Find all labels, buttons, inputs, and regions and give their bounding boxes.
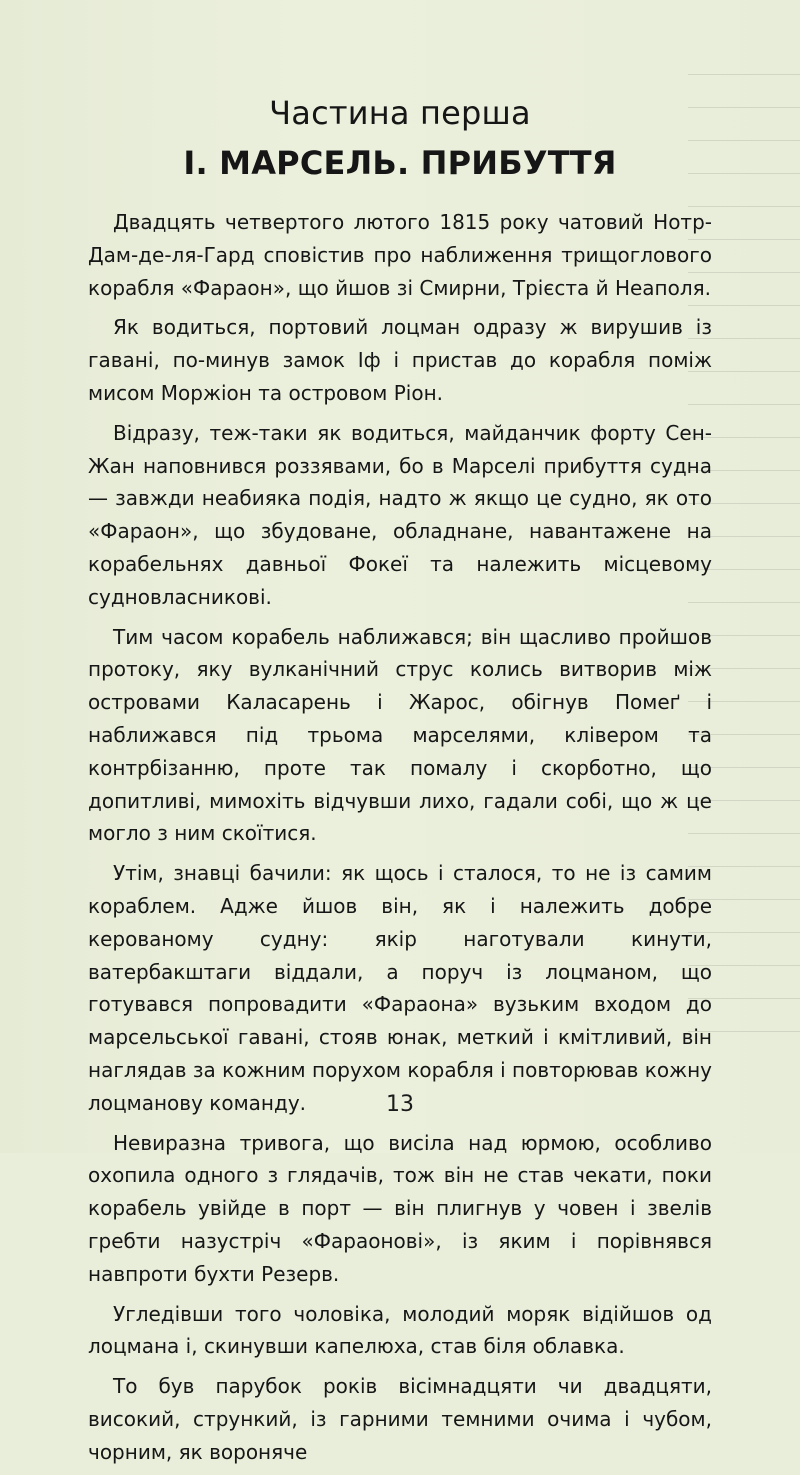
paragraph: Двадцять четвертого лютого 1815 року чатовий Нотр-Дам-де-ля-Гард сповістив про наближення трищоглового корабля «Фараон», що йшов зі Смирни, Трієста й Неаполя. [88, 210, 712, 300]
part-title: Частина перша [269, 94, 531, 132]
paragraph: Як водиться, портовий лоцман одразу ж вирушив із гавані, по-минув замок Іф і пристав до корабля поміж мисом Моржіон та островом Ріон. [88, 315, 712, 405]
paragraph: Відразу, теж-таки як водиться, майданчик форту Сен-Жан наповнився роззявами, бо в Марселі прибуття судна — завжди неабияка подія, надто ж якщо це судно, як ото «Фараон», що збудоване, обладнане, навантажене на корабельнях давньої Фокеї та належить місцевому судновласникові. [88, 420, 712, 609]
chapter-title: I. МАРСЕЛЬ. ПРИБУТТЯ [183, 144, 617, 182]
paragraph: Утім, знавці бачили: як щось і сталося, то не із самим кораблем. Адже йшов він, як і належить добре керованому судну: якір наготували кинути, ватербакштаги віддали, а поруч із лоцманом, що готувався попровадити «Фараона» вузьким входом до марсельської гавані, стояв юнак, меткий і кмітливий, він наглядав за кожним порухом корабля і повторював кожну лоцманову команду. [88, 861, 712, 1115]
page-number: 13 [386, 1092, 414, 1117]
page-content [88, 92, 712, 1475]
paragraph: Угледівши того чоловіка, молодий моряк відійшов од лоцмана і, скинувши капелюха, став біля облавка. [88, 1301, 712, 1359]
paragraph: То був парубок років вісімнадцяти чи двадцяти, високий, стрункий, із гарними темними очима і чубом, чорним, як вороняче [88, 1374, 712, 1464]
paragraph: Тим часом корабель наближався; він щасливо пройшов протоку, яку вулканічний струс колись витворив між островами Каласарень і Жарос, обігнув Помеґ і наближався під трьома марселями, клівером та контрбізанню, проте так помалу і скорботно, що допитливі, мимохіть відчувши лихо, гадали собі, що ж це могло з ним скоїтися. [88, 624, 712, 846]
paragraph: Невиразна тривога, що висіла над юрмою, особливо охопила одного з глядачів, тож він не став чекати, поки корабель увійде в порт — він плигнув у човен і звелів гребти назустріч «Фараонові», із яким і порівнявся навпроти бухти Резерв. [88, 1130, 712, 1286]
